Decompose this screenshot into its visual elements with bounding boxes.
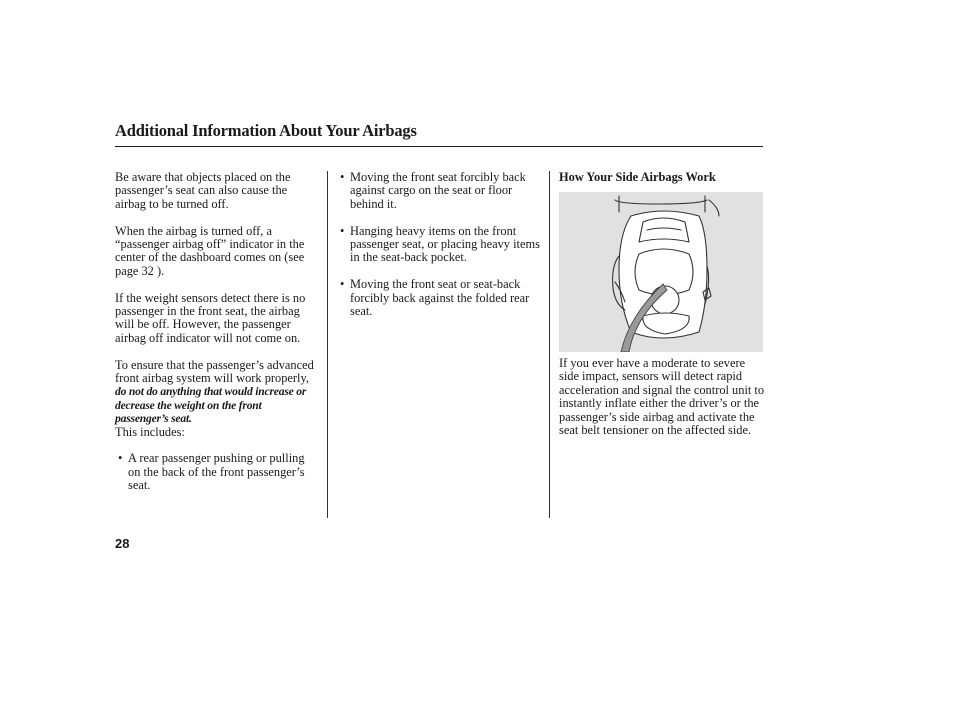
- column-divider-2: [549, 171, 550, 518]
- side-airbag-paragraph: If you ever have a moderate to severe side impact, sensors will detect rapid acceleration and signal the control unit to instantly inflate either the driver’s or the passenger’s side airbag and activate the seat belt tensioner on the affected side.: [559, 356, 765, 438]
- list-item-text: Moving the front seat or seat-back forcibly back against the folded rear seat.: [350, 277, 530, 319]
- column-divider-1: [327, 171, 328, 518]
- list-item: [118, 452, 317, 492]
- bullet-glyph: •: [340, 277, 345, 292]
- list-item: [340, 225, 542, 265]
- col2-bullet-list: [340, 171, 542, 318]
- page-number: 28: [115, 536, 130, 551]
- ensure-warning-text: do not do anything that would increase or decrease the weight on the front passenger’s seat.: [115, 385, 307, 426]
- column-3: [559, 171, 765, 184]
- side-airbag-illustration: [559, 192, 763, 352]
- column-2: [340, 171, 542, 332]
- section-heading-side-airbags: How Your Side Airbags Work: [559, 170, 716, 184]
- paragraph-airbag-off-indicator: When the airbag is turned off, a “passenger airbag off” indicator in the center of the dashboard comes on (see page 32 ).: [115, 223, 305, 278]
- list-item-text: Hanging heavy items on the front passenger seat, or placing heavy items in the seat-back pocket.: [350, 223, 540, 265]
- paragraph-weight-sensors: If the weight sensors detect there is no passenger in the front seat, the airbag will be off. However, the passenger airbag off indicator will not come on.: [115, 290, 306, 345]
- bullet-glyph: •: [340, 223, 345, 238]
- list-item: [340, 278, 542, 318]
- ensure-lead-text: To ensure that the passenger’s advanced front airbag system will work properly,: [115, 357, 314, 386]
- title-rule: [115, 146, 763, 147]
- list-item-text: A rear passenger pushing or pulling on the back of the front passenger’s seat.: [128, 451, 305, 493]
- paragraph-ensure-system: [115, 359, 317, 439]
- ensure-tail-text: This includes:: [115, 424, 185, 439]
- seat-occupant-drawing: [559, 192, 763, 352]
- list-item: [340, 171, 542, 211]
- page-title: Additional Information About Your Airbags: [115, 121, 417, 140]
- paragraph-objects-on-seat: Be aware that objects placed on the passenger’s seat can also cause the airbag to be turned off.: [115, 170, 291, 211]
- bullet-glyph: •: [340, 170, 345, 184]
- list-item-text: Moving the front seat forcibly back against cargo on the seat or floor behind it.: [350, 170, 526, 211]
- column-1: [115, 171, 317, 506]
- col1-bullet-list: [115, 452, 317, 492]
- bullet-glyph: •: [118, 451, 123, 466]
